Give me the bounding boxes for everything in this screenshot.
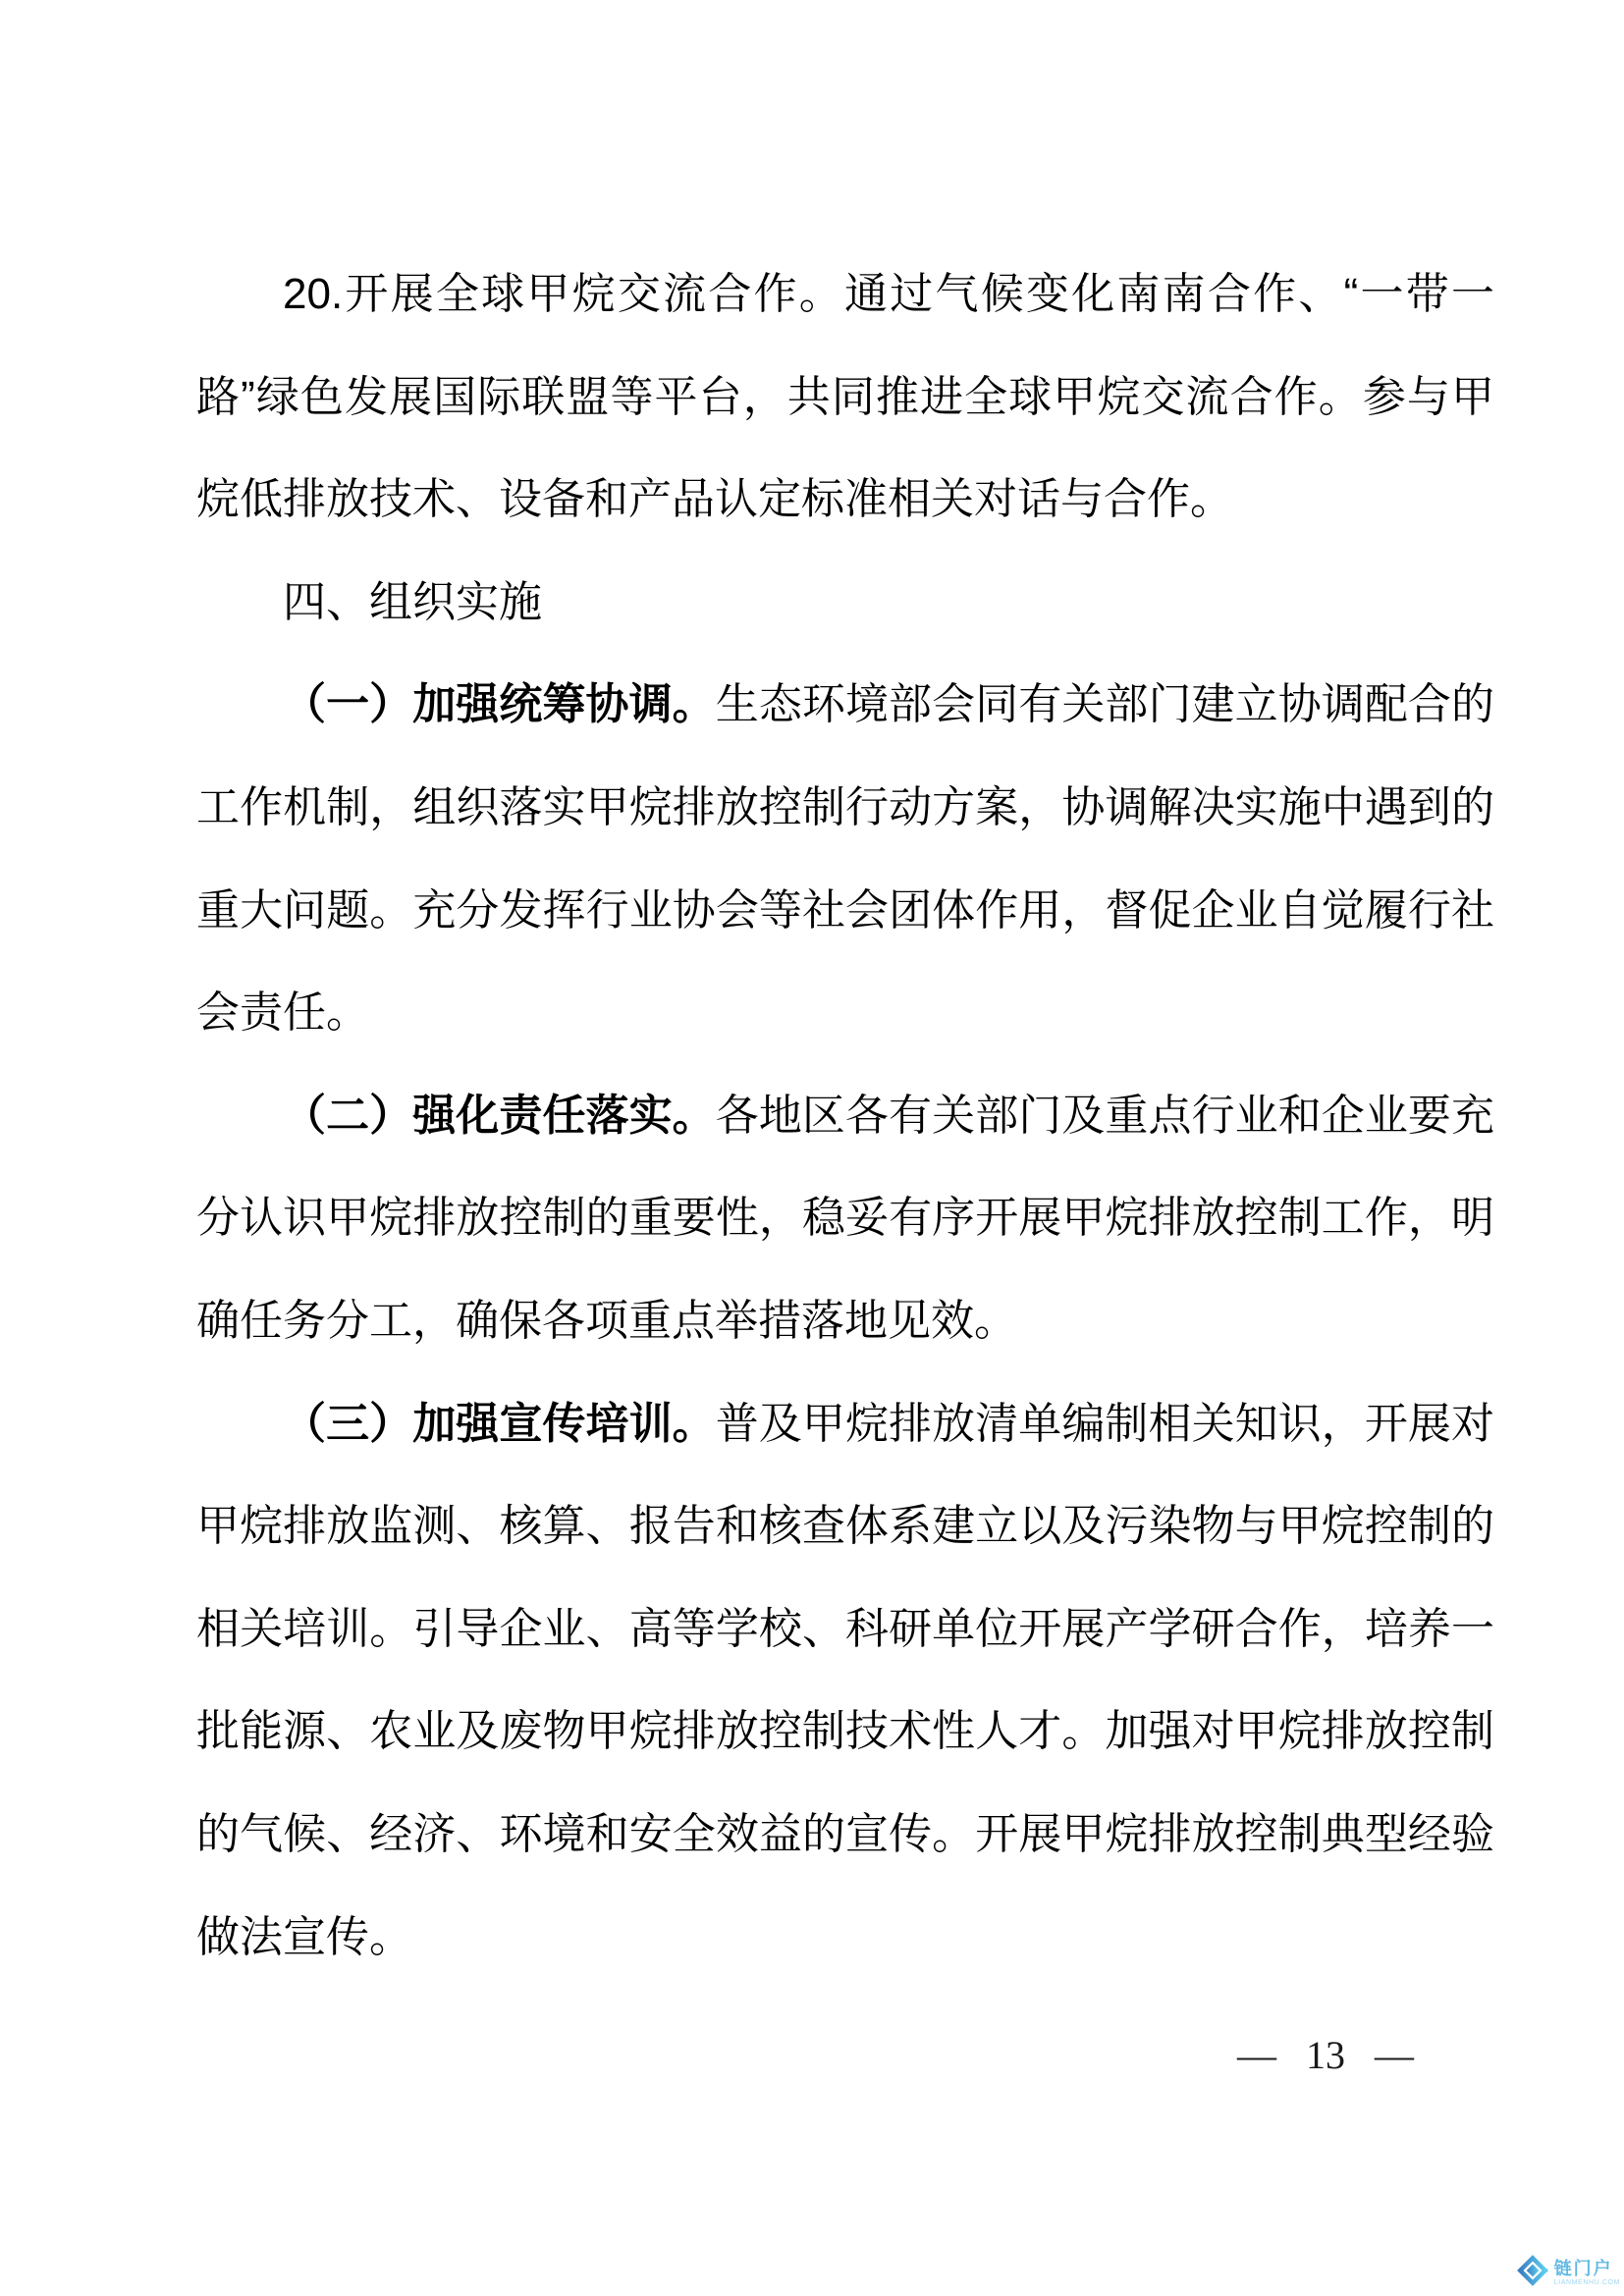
section-heading-organization: 四、组织实施 xyxy=(283,577,542,626)
subsection-1-title: （一）加强统筹协调。 xyxy=(283,680,716,729)
page-number-dash-left: — xyxy=(1237,2033,1276,2077)
subsection-2-body: 各地区各有关部门及重点行业和企业要充分认识甲烷排放控制的重要性，稳妥有序开展甲烷排放控制工作，明确任务分工，确保各项重点举措落地见效。 xyxy=(196,1091,1495,1345)
document-body xyxy=(196,243,1494,1989)
watermark-text xyxy=(1554,2260,1620,2286)
page-number-dash-right: — xyxy=(1375,2033,1414,2077)
numbered-item-paragraph: 20.开展全球甲烷交流合作。通过气候变化南南合作、“一带一路”绿色发展国际联盟等平台，共同推进全球甲烷交流合作。参与甲烷低排放技术、设备和产品认定标准相关对话与合作。 xyxy=(196,270,1494,524)
page-number xyxy=(1237,2032,1414,2078)
subsection-1-body: 生态环境部会同有关部门建立协调配合的工作机制，组织落实甲烷排放控制行动方案，协调解决实施中遇到的重大问题。充分发挥行业协会等社会团体作用，督促企业自觉履行社会责任。 xyxy=(196,680,1495,1038)
watermark-site-name: 链门户 xyxy=(1553,2259,1613,2278)
subsection-paragraph-3 xyxy=(196,1373,1494,1990)
page-number-value: 13 xyxy=(1306,2033,1345,2077)
watermark xyxy=(1516,2254,1620,2292)
subsection-paragraph-2 xyxy=(196,1065,1494,1373)
subsection-3-body: 普及甲烷排放清单编制相关知识，开展对甲烷排放监测、核算、报告和核查体系建立以及污染物与甲烷控制的相关培训。引导企业、高等学校、科研单位开展产学研合作，培养一批能源、农业及废物甲烷排放控制技术性人才。加强对甲烷排放控制的气候、经济、环境和安全效益的宣传。开展甲烷排放控制典型经验做法宣传。 xyxy=(196,1399,1495,1961)
subsection-3-title: （三）加强宣传培训。 xyxy=(283,1399,716,1448)
subsection-paragraph-1 xyxy=(196,654,1494,1064)
watermark-site-domain: LIANMENHU.COM xyxy=(1553,2279,1620,2286)
subsection-2-title: （二）强化责任落实。 xyxy=(283,1091,716,1140)
diamond-logo-icon xyxy=(1516,2254,1549,2292)
